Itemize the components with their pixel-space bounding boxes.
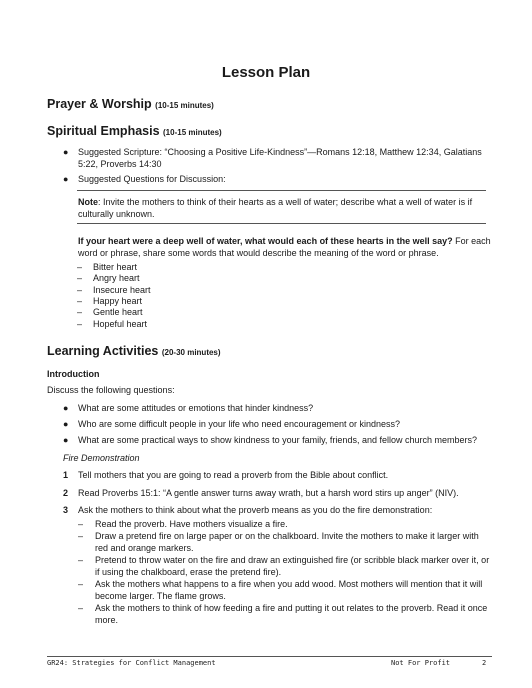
discussion-question: Who are some difficult people in your life who need encouragement or kindness? — [78, 419, 401, 429]
step-number: 1 — [63, 470, 69, 480]
prayer-heading-text: Prayer & Worship — [47, 97, 152, 111]
bullet-dot: ● — [63, 435, 69, 445]
learning-duration: (20-30 minutes) — [161, 348, 221, 357]
spiritual-heading — [47, 124, 222, 138]
introduction-heading: Introduction — [47, 369, 100, 379]
note-label: Note — [78, 197, 98, 207]
dash-icon: – — [77, 273, 83, 283]
footer-course: GR24: Strategies for Conflict Management — [47, 659, 216, 667]
dash-icon: – — [78, 579, 84, 589]
question-rest: For each — [452, 236, 491, 246]
substep-line: red and orange markers. — [95, 543, 194, 553]
step-text: Tell mothers that you are going to read a proverb from the Bible about conflict. — [78, 470, 389, 480]
note-line-1 — [78, 196, 472, 208]
spiritual-heading-text: Spiritual Emphasis — [47, 124, 160, 138]
learning-heading — [47, 344, 221, 358]
dash-icon: – — [77, 319, 83, 329]
questions-label: Suggested Questions for Discussion: — [78, 174, 226, 184]
substep-line: Draw a pretend fire on large paper or on the chalkboard. Invite the mothers to make it larger with — [95, 531, 479, 541]
bullet-dot: ● — [63, 419, 69, 429]
prayer-heading — [47, 97, 214, 111]
substep-line: if using the chalkboard, erase the pretend fire). — [95, 567, 282, 577]
substep-line: Ask the mothers what happens to a fire when you add wood. Most mothers will mention that it will — [95, 579, 483, 589]
dash-icon: – — [77, 296, 83, 306]
prayer-duration: (10-15 minutes) — [155, 101, 214, 110]
substep-line: Ask the mothers to think of how feeding a fire and putting it out relates to the proverb. Read it once — [95, 603, 488, 613]
step-text: Ask the mothers to think about what the proverb means as you do the fire demonstration: — [78, 505, 433, 515]
introduction-text: Discuss the following questions: — [47, 385, 175, 395]
question-bold: If your heart were a deep well of water, what would each of these hearts in the well say? — [78, 236, 453, 246]
note-top-rule — [77, 190, 486, 191]
spiritual-duration: (10-15 minutes) — [163, 128, 222, 137]
scripture-line-1: Suggested Scripture: “Choosing a Positive Life-Kindness”—Romans 12:18, Matthew 12:34, Galatians — [78, 147, 482, 157]
dash-icon: – — [78, 603, 84, 613]
heart-item: Bitter heart — [93, 262, 138, 272]
dash-icon: – — [78, 555, 84, 565]
dash-icon: – — [78, 519, 84, 529]
page-title: Lesson Plan — [221, 64, 311, 81]
bullet-dot: ● — [63, 147, 69, 157]
substep-line: more. — [95, 615, 119, 625]
dash-icon: – — [77, 262, 83, 272]
step-number: 3 — [63, 505, 69, 515]
footer-page-number: 2 — [482, 659, 487, 667]
substep-line: Pretend to throw water on the fire and draw an extinguished fire (or scribble black marker over it, or — [95, 555, 490, 565]
discussion-question: What are some practical ways to show kindness to your family, friends, and fellow church members? — [78, 435, 477, 445]
footer-rule — [47, 656, 492, 657]
step-text: Read Proverbs 15:1: “A gentle answer turns away wrath, but a harsh word stirs up anger” (NIV). — [78, 488, 459, 498]
note-bottom-rule — [77, 223, 486, 224]
note-line-2: culturally unknown. — [78, 209, 155, 219]
step-number: 2 — [63, 488, 69, 498]
dash-icon: – — [77, 285, 83, 295]
substep-line: Read the proverb. Have mothers visualize a fire. — [95, 519, 288, 529]
question-line-1 — [78, 235, 491, 247]
heart-item: Hopeful heart — [93, 319, 148, 329]
discussion-question: What are some attitudes or emotions that hinder kindness? — [78, 403, 314, 413]
substep-line: become larger. The flame grows. — [95, 591, 226, 601]
dash-icon: – — [77, 307, 83, 317]
learning-heading-text: Learning Activities — [47, 344, 159, 358]
heart-item: Angry heart — [93, 273, 140, 283]
scripture-line-2: 5:22, Proverbs 14:30 — [78, 159, 162, 169]
heart-item: Happy heart — [93, 296, 143, 306]
heart-item: Insecure heart — [93, 285, 151, 295]
footer-notice: Not For Profit — [391, 659, 451, 667]
fire-demo-heading: Fire Demonstration — [63, 453, 140, 463]
note-text: : Invite the mothers to think of their hearts as a well of water; describe what a well of water is if — [98, 197, 473, 207]
bullet-dot: ● — [63, 174, 69, 184]
dash-icon: – — [78, 531, 84, 541]
bullet-dot: ● — [63, 403, 69, 413]
heart-item: Gentle heart — [93, 307, 143, 317]
question-line-2: word or phrase, share some words that would describe the meaning of the word or phrase. — [78, 248, 439, 258]
